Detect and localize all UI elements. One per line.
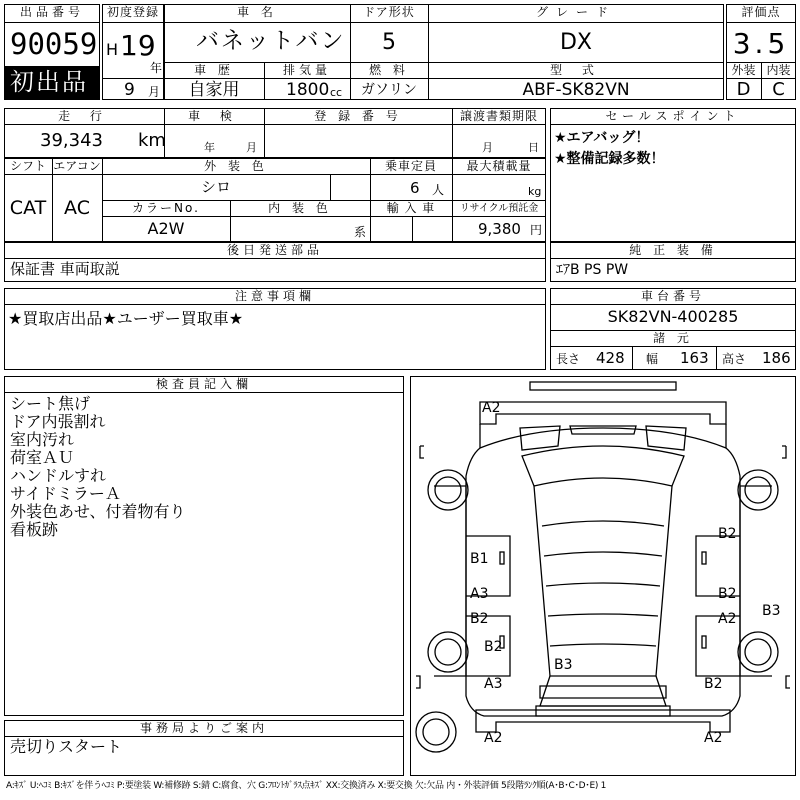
lot-number: 90059 <box>10 27 98 61</box>
inspection-month-unit: 月 <box>246 141 257 154</box>
door-count: 5 <box>382 30 396 55</box>
interior-grade-label: 内装 <box>766 63 791 77</box>
car-name-label: 車 名 <box>237 5 277 19</box>
inspector-line-8: 看板跡 <box>10 520 59 539</box>
equipment-value: ｴｱB PS PW <box>556 262 629 278</box>
registration-month: 9 <box>124 80 135 100</box>
model-code: ABF-SK82VN <box>522 80 630 100</box>
inspection-label: 車 検 <box>188 109 240 123</box>
first-registration-label: 初度登録 <box>106 5 159 19</box>
recycle-unit: 円 <box>530 223 543 237</box>
door-label: ドア形状 <box>363 5 415 19</box>
lot-number-label: 出品番号 <box>19 5 84 19</box>
registration-number-label: 登 録 番 号 <box>314 109 402 123</box>
color-number-label: カラーNo. <box>132 201 200 215</box>
mileage-value: 39,343 <box>40 130 103 151</box>
fuel: ガソリン <box>361 82 417 98</box>
mileage-label: 走 行 <box>58 109 110 123</box>
damage-mark-front-left: A2 <box>482 400 501 416</box>
shift: CAT <box>9 197 47 219</box>
interior-color-unit: 系 <box>354 225 367 239</box>
sales-points-section <box>550 108 796 242</box>
height-value: 186 <box>762 349 791 367</box>
grade: DX <box>559 30 592 55</box>
inspector-line-4: 荷室ＡＵ <box>10 448 75 467</box>
shift-label: シフト <box>9 159 46 173</box>
ac: AC <box>64 197 90 219</box>
transfer-deadline-label: 譲渡書類期限 <box>459 109 538 123</box>
ac-label: エアコン <box>53 159 101 173</box>
recycle-fee: 9,380 <box>478 220 521 238</box>
damage-mark-roof-rear: B3 <box>554 657 573 673</box>
office-label: 事務局よりご案内 <box>139 721 268 735</box>
capacity-unit: 人 <box>432 183 445 197</box>
max-load-label: 最大積載量 <box>466 159 532 173</box>
era-letter: H <box>106 40 119 59</box>
later-parts-label: 後日発送部品 <box>226 243 323 257</box>
score-label: 評価点 <box>741 5 781 19</box>
transfer-day-unit: 日 <box>528 141 539 154</box>
displacement-unit: cc <box>330 86 343 99</box>
exterior-color-label: 外 装 色 <box>204 159 268 173</box>
month-unit: 月 <box>148 85 161 99</box>
registration-year: 19 <box>120 29 156 62</box>
color-number: A2W <box>147 219 185 238</box>
height-label: 高さ <box>722 352 747 366</box>
chassis-number: SK82VN-400285 <box>607 307 739 326</box>
transfer-month-unit: 月 <box>482 141 493 154</box>
inspector-line-2: ドア内張割れ <box>10 412 106 431</box>
recycle-label: リサイクル預託金 <box>459 203 539 214</box>
later-parts-value: 保証書 車両取説 <box>10 260 120 278</box>
car-diagram <box>410 376 796 776</box>
max-load-unit: kg <box>528 185 542 198</box>
dimensions-label: 諸 元 <box>653 331 693 345</box>
damage-mark-right-rear: A2 <box>718 611 737 627</box>
equipment-label: 純 正 装 備 <box>629 243 717 257</box>
damage-mark-right-rear-corner: B2 <box>704 676 723 692</box>
sales-points-label: セールスポイント <box>605 109 741 123</box>
capacity: 6 <box>410 179 420 197</box>
first-listing-text: 初出品 <box>10 68 88 96</box>
car-name: バネットバン <box>196 28 346 54</box>
inspector-line-7: 外装色あせ、付着物有り <box>10 502 186 521</box>
width-value: 163 <box>680 349 709 367</box>
notes-label: 注意事項欄 <box>234 289 315 303</box>
notes-value: ★買取店出品★ユーザー買取車★ <box>8 309 244 328</box>
legend: A:ｷｽﾞ U:ﾍｺﾐ B:ｷｽﾞを伴うﾍｺﾐ P:要塗装 W:補修跡 S:錆 C:腐食、穴 G:ﾌﾛﾝﾄｶﾞﾗｽ点ｷｽﾞ XX:交換済み X:要交換 欠:欠品 内・外装評価 5段階ﾗﾝｸ順(A･B･C･D･E) 1 <box>6 781 607 791</box>
length-label: 長さ <box>556 352 581 366</box>
damage-mark-left-front-door: B1 <box>470 551 489 567</box>
inspector-line-1: シート焦げ <box>10 394 91 413</box>
sales-point-1: ★エアバッグ！ <box>554 130 650 146</box>
inspector-line-6: サイドミラーＡ <box>10 484 121 503</box>
damage-mark-right-mid: B2 <box>718 586 737 602</box>
model-label: 型 式 <box>550 63 602 77</box>
length-value: 428 <box>596 349 625 367</box>
displacement-label: 排気量 <box>282 63 331 77</box>
capacity-label: 乗車定員 <box>384 159 437 173</box>
history: 自家用 <box>188 80 240 100</box>
damage-mark-left-rear-panel: B2 <box>470 611 489 627</box>
damage-mark-left-rear-corner: A3 <box>484 676 503 692</box>
damage-mark-rear-bumper-right: A2 <box>704 730 723 746</box>
interior-color-label: 内 装 色 <box>268 201 332 215</box>
damage-mark-left-rear-door: A3 <box>470 586 489 602</box>
history-label: 車 歴 <box>194 63 234 77</box>
width-label: 幅 <box>646 352 659 366</box>
office-value: 売切りスタート <box>10 737 123 756</box>
mileage-unit: km <box>138 130 166 151</box>
fuel-label: 燃 料 <box>369 63 409 77</box>
sales-point-2: ★整備記録多数！ <box>554 151 665 167</box>
import-label: 輸 入 車 <box>386 201 436 215</box>
interior-grade: C <box>772 79 785 100</box>
exterior-grade: D <box>736 79 751 100</box>
exterior-grade-label: 外装 <box>731 63 756 77</box>
inspector-line-3: 室内汚れ <box>10 430 75 449</box>
inspection-year-unit: 年 <box>204 141 215 154</box>
damage-mark-rear-bumper-left: A2 <box>484 730 503 746</box>
chassis-label: 車台番号 <box>640 289 705 303</box>
year-unit: 年 <box>150 61 163 75</box>
inspector-label: 検査員記入欄 <box>155 377 252 391</box>
score: 3.5 <box>732 27 790 60</box>
damage-mark-right-side: B3 <box>762 603 781 619</box>
displacement: 1800 <box>286 80 330 100</box>
inspector-line-5: ハンドルすれ <box>10 466 107 485</box>
exterior-color: シロ <box>200 178 231 196</box>
grade-label: グレード <box>535 5 616 19</box>
damage-mark-left-rear-wheel: B2 <box>484 639 503 655</box>
damage-mark-right-front-door: B2 <box>718 526 737 542</box>
